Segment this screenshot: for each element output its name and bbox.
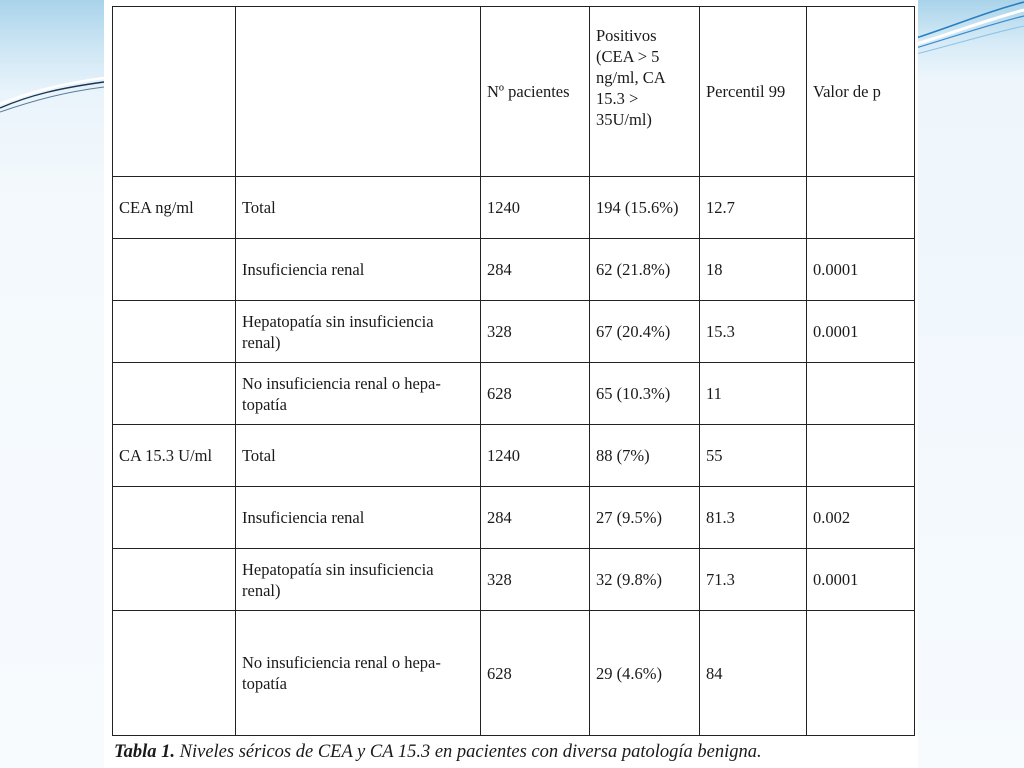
cell-p-value: 0.002 xyxy=(807,487,915,549)
cell-p-value xyxy=(807,177,915,239)
cell-group: Insuficiencia renal xyxy=(236,239,481,301)
document-page xyxy=(104,0,918,768)
slide-background-left xyxy=(0,0,104,768)
caption-label: Tabla 1. xyxy=(114,742,175,762)
header-p-value: Valor de p xyxy=(807,7,915,177)
cell-p-value xyxy=(807,363,915,425)
data-table xyxy=(112,6,915,736)
cell-positives: 194 (15.6%) xyxy=(590,177,700,239)
cell-percentile-99: 12.7 xyxy=(700,177,807,239)
slide-background-right xyxy=(916,0,1024,768)
cell-positives: 67 (20.4%) xyxy=(590,301,700,363)
table-row xyxy=(113,177,915,239)
cell-p-value: 0.0001 xyxy=(807,239,915,301)
wave-decoration-icon xyxy=(0,0,104,140)
cell-parameter xyxy=(113,487,236,549)
cell-positives: 62 (21.8%) xyxy=(590,239,700,301)
cell-percentile-99: 11 xyxy=(700,363,807,425)
cell-positives: 27 (9.5%) xyxy=(590,487,700,549)
cell-percentile-99: 81.3 xyxy=(700,487,807,549)
cell-parameter xyxy=(113,239,236,301)
table-row xyxy=(113,611,915,736)
cell-group: No insuficiencia renal o hepa- topatía xyxy=(236,363,481,425)
table-caption xyxy=(114,742,914,763)
cell-positives: 29 (4.6%) xyxy=(590,611,700,736)
cell-group: Total xyxy=(236,177,481,239)
table-row xyxy=(113,487,915,549)
cell-p-value: 0.0001 xyxy=(807,549,915,611)
cell-patients: 284 xyxy=(481,239,590,301)
cell-p-value xyxy=(807,611,915,736)
header-percentile-99: Percentil 99 xyxy=(700,7,807,177)
cell-group: No insuficiencia renal o hepa- topatía xyxy=(236,611,481,736)
cell-parameter xyxy=(113,301,236,363)
cell-positives: 88 (7%) xyxy=(590,425,700,487)
cell-patients: 628 xyxy=(481,611,590,736)
caption-text: Niveles séricos de CEA y CA 15.3 en pacientes con diversa patología benigna. xyxy=(175,742,762,762)
table-row xyxy=(113,363,915,425)
wave-decoration-icon xyxy=(916,0,1024,80)
cell-p-value: 0.0001 xyxy=(807,301,915,363)
cell-parameter xyxy=(113,549,236,611)
table-row xyxy=(113,301,915,363)
table-row xyxy=(113,239,915,301)
cell-group: Insuficiencia renal xyxy=(236,487,481,549)
cell-patients: 284 xyxy=(481,487,590,549)
cell-parameter xyxy=(113,611,236,736)
cell-percentile-99: 55 xyxy=(700,425,807,487)
header-group xyxy=(236,7,481,177)
cell-percentile-99: 18 xyxy=(700,239,807,301)
header-patients: Nº pacientes xyxy=(481,7,590,177)
header-positives: Positivos (CEA > 5 ng/ml, CA 15.3 > 35U/ml) xyxy=(590,7,700,177)
cell-percentile-99: 84 xyxy=(700,611,807,736)
cell-p-value xyxy=(807,425,915,487)
cell-parameter xyxy=(113,363,236,425)
cell-patients: 1240 xyxy=(481,425,590,487)
cell-patients: 628 xyxy=(481,363,590,425)
cell-patients: 328 xyxy=(481,549,590,611)
table-header-row xyxy=(113,7,915,177)
cell-parameter: CEA ng/ml xyxy=(113,177,236,239)
cell-percentile-99: 71.3 xyxy=(700,549,807,611)
cell-positives: 32 (9.8%) xyxy=(590,549,700,611)
cell-group: Hepatopatía sin insuficiencia renal) xyxy=(236,301,481,363)
table-row xyxy=(113,425,915,487)
cell-patients: 1240 xyxy=(481,177,590,239)
cell-parameter: CA 15.3 U/ml xyxy=(113,425,236,487)
cell-group: Total xyxy=(236,425,481,487)
cell-group: Hepatopatía sin insuficiencia renal) xyxy=(236,549,481,611)
cell-positives: 65 (10.3%) xyxy=(590,363,700,425)
header-parameter xyxy=(113,7,236,177)
cell-percentile-99: 15.3 xyxy=(700,301,807,363)
cell-patients: 328 xyxy=(481,301,590,363)
table-row xyxy=(113,549,915,611)
